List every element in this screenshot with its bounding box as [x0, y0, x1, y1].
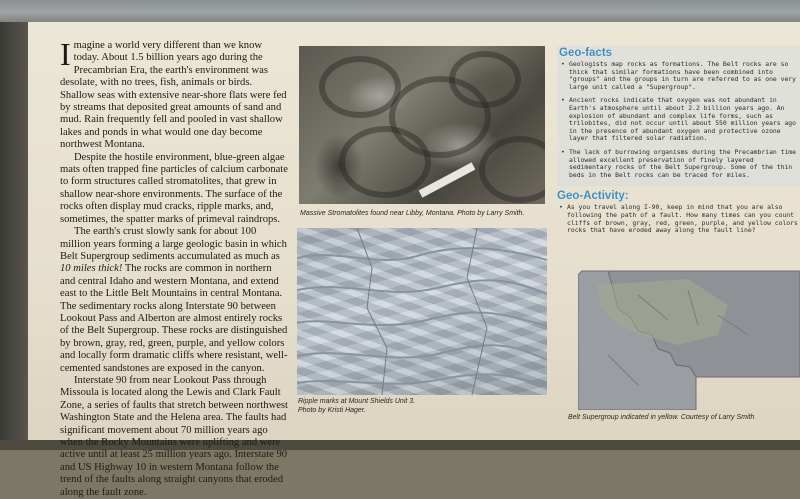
paragraph-3-text-a: The earth's crust slowly sank for about 100 million years forming a large geologic basin in which Belt Supergroup sediments accumulated as much as [60, 226, 287, 262]
drop-cap: I [60, 36, 71, 72]
geo-fact-item: • Geologists map rocks as formations. The Belt rocks are so thick that similar formations have been combined into "groups" and the groups in turn are referred to as one very large unit called a "Supergroup". [569, 61, 798, 91]
geo-facts-title: Geo-facts [559, 47, 613, 59]
stromatolites-caption: Massive Stromatolites found near Libby, Montana. Photo by Larry Smith. [300, 210, 525, 217]
paragraph-2: Despite the hostile environment, blue-green algae mats often trapped fine particles of calcium carbonate to form structures called stromatolites, that grew in shallow near-shore environments. The surface of the rocks often display mud cracks, ripple marks, and, sometimes, the spatter marks of primeval raindrops. [60, 151, 288, 225]
stromatolite-swirl [449, 51, 521, 108]
ripple-texture [297, 228, 547, 395]
geo-facts-list [559, 61, 798, 179]
paragraph-3 [60, 226, 288, 375]
ripple-caption-line-2: Photo by Kristi Hager. [298, 406, 366, 414]
ripple-caption-line-1: Ripple marks at Mount Shields Unit 3. [298, 398, 416, 405]
stromatolite-swirl [319, 56, 401, 118]
ripple-caption [298, 398, 458, 415]
paragraph-3-text-b: The rocks are common in northern and central Idaho and western Montana, and extend east to the Little Belt Mountains in central Montana. The sedimentary rocks along Interstate 90 between Lookout Pass and Alberton are almost entirely rocks of the Belt Supergroup. These rocks are distinguished by brown, gray, red, green, purple, and yellow colors and locally form dramatic cliffs where resistant, well-cemented sandstones are exposed in the canyon. [60, 263, 288, 374]
geo-activity-box [557, 190, 800, 234]
paragraph-3-emphasis: 10 miles thick! [60, 263, 123, 275]
stromatolite-swirl [479, 136, 545, 203]
belt-supergroup-map [578, 265, 800, 410]
main-text-column [60, 36, 288, 499]
stromatolites-photo [299, 46, 545, 204]
map-caption: Belt Supergroup indicated in yellow. Courtesy of Larry Smith [568, 414, 755, 421]
geo-sidebar [557, 46, 800, 241]
stromatolite-swirl [339, 126, 431, 198]
ripple-marks-photo [297, 228, 547, 395]
paragraph-1-text: magine a world very different than we know today. About 1.5 billion years ago during the Precambrian Era, the earth's environment was desolate, with no trees, fish, animals or birds. Shallow seas with extensive near-shore flats were fed by streams that deposited great amounts of sand and mud. Rain frequently fell and pooled in vast shallow lakes and ponds in what would one day become northwest Montana. [60, 40, 287, 151]
paragraph-4: Interstate 90 from near Lookout Pass through Missoula is located along the Lewis and Clark Fault Zone, a series of faults that stretch between northwest Washington State and the Helena area. The faults had significant movement about 70 million years ago when the Rocky Mountains were uplifting and were active until at least 25 million years ago. Interstate 90 and US Highway 10 in western Montana follow the trend of the faults along straight canyons that eroded along the fault zone. [60, 374, 288, 498]
geo-activity-list [557, 204, 800, 234]
paragraph-1 [60, 36, 288, 152]
geo-facts-box [557, 46, 800, 186]
geo-activity-title: Geo-Activity: [557, 190, 629, 203]
sign-frame-left [0, 22, 28, 450]
geo-activity-item: • As you travel along I-90, keep in mind that you are also following the path of a fault. How many times can you count cliffs of brown, gray, red, green, purple, and yellow colors rocks that have eroded away along the fault line? [567, 204, 800, 234]
geo-fact-item: • Ancient rocks indicate that oxygen was not abundant in Earth's atmosphere until about 2.2 billion years ago. An explosion of abundant and complex life forms, such as trilobites, did not occur until about 550 million years ago in the presence of abundant oxygen and protective ozone layer that filtered solar radiation. [569, 97, 798, 143]
geo-fact-item: • The lack of burrowing organisms during the Precambrian time allowed excellent preservation of finely layered sedimentary rocks of the Belt Supergroup. Some of the thin beds in the Belt rocks can be traced for miles. [569, 149, 798, 179]
